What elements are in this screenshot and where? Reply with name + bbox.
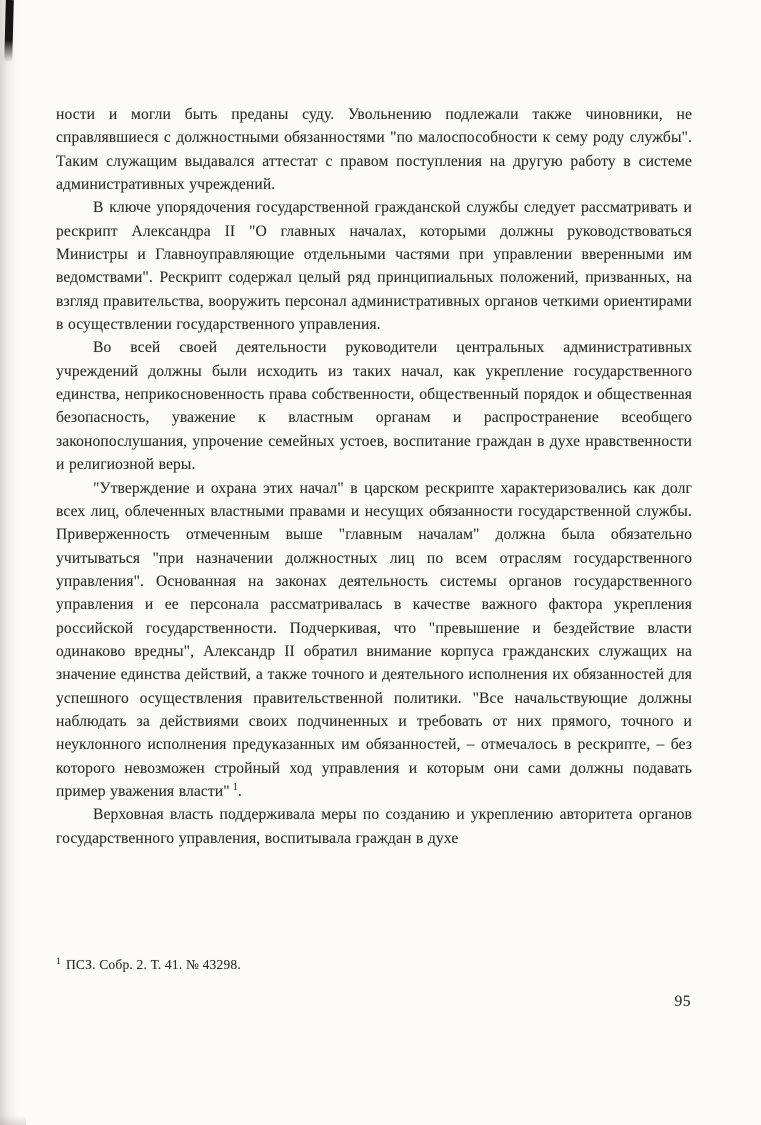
- paragraph-1: ности и могли быть преданы суду. Увольнению подлежали также чиновники, не справлявшиеся с должностными обязанностями "по малоспособности к сему роду службы". Таким служащим выдавался аттестат с правом поступления на другую работу в системе административных учреждений.: [56, 106, 692, 194]
- paragraph-5: Верховная власть поддерживала меры по созданию и укреплению авторитета органов государственного управления, воспитывала граждан в духе: [56, 806, 692, 847]
- scan-corner-shadow: [0, 1115, 26, 1125]
- footnote-marker: 1: [56, 956, 61, 967]
- paragraph-3: Во всей своей деятельности руководители центральных административных учреждений должны были исходить из таких начал, как укрепление государственного единства, неприкосновенность права собственности, общественный порядок и общественная безопасность, уважение к властным органам и распространение всеобщего законопослушания, упрочение семейных устоев, воспитание граждан в духе нравственности и религиозной веры.: [56, 339, 692, 474]
- page-text-block: [56, 103, 692, 850]
- paragraph-4-text: "Утверждение и охрана этих начал" в царском рескрипте характеризовались как долг всех лиц, облеченных властными правами и несущих обязанности государственной службы. Приверженность отмеченным выше "главным началам" должна была обязательно учитываться "при назначении должностных лиц по всем отраслям государственного управления". Основанная на законах деятельность системы органов государственного управления и ее персонала рассматривалась в качестве важного фактора укрепления российской государственности. Подчеркивая, что "превышение и бездействие власти одинаково вредны", Александр II обратил внимание корпуса гражданских служащих на значение единства действий, а также точного и деятельного исполнения их обязанностей для успешного осуществления правительственной политики. "Все начальствующие должны наблюдать за действиями своих подчиненных и требовать от них прямого, точного и неуклонного исполнения предуказанных им обязанностей, – отмечалось в рескрипте, – без которого невозможен стройный ход управления и которым они сами должны подавать пример уважения власти": [56, 479, 692, 800]
- footnote: [56, 956, 692, 974]
- page-number: 95: [674, 993, 691, 1010]
- scan-edge-shadow: [0, 0, 18, 1125]
- paragraph-4-tail: .: [237, 782, 242, 800]
- footnote-reference: 1: [232, 781, 238, 793]
- footnote-text: ПСЗ. Собр. 2. Т. 41. № 43298.: [65, 957, 241, 972]
- paragraph-2: В ключе упорядочения государственной гражданской службы следует рассматривать и рескрипт Александра II "О главных началах, которыми должны руководствоваться Министры и Главноуправляющие отдельными частями при управлении вверенными им ведомствами". Рескрипт содержал целый ряд принципиальных положений, призванных, на взгляд правительства, вооружить персонал административных органов четкими ориентирами в осуществлении государственного управления.: [56, 199, 692, 334]
- scan-artifact-mark: [4, 0, 14, 62]
- paragraph-4: [56, 477, 692, 804]
